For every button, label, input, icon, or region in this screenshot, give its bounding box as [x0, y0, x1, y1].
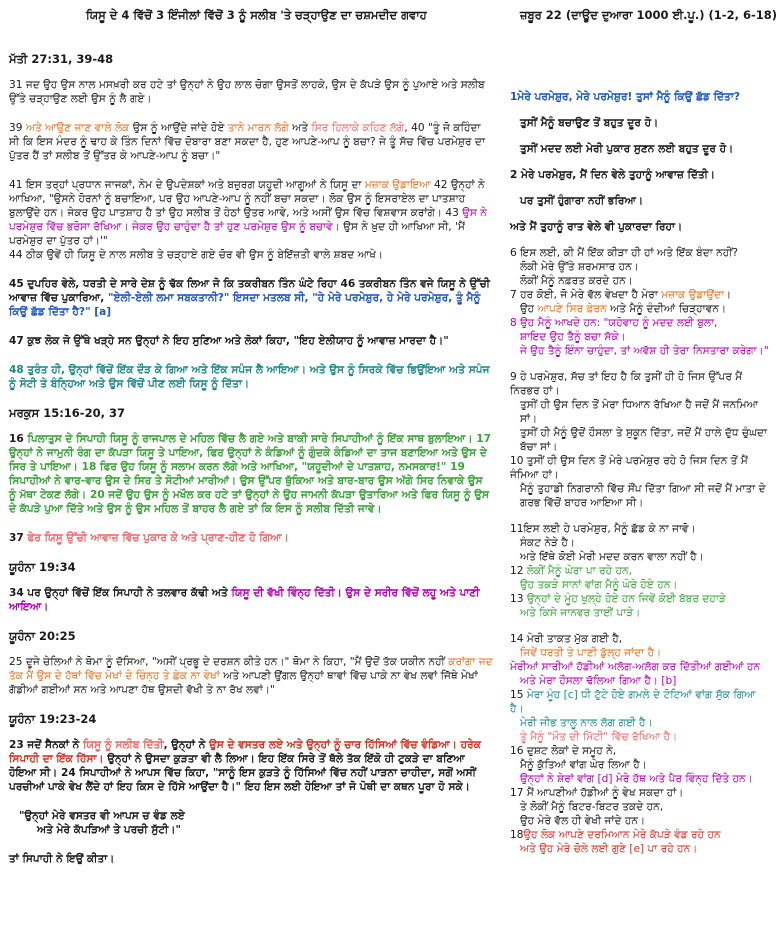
psalm-verse-16b: ਮੈਨੂੰ ਕੁੱਤਿਆਂ ਵਾਂਗ ਘੇਰ ਲਿਆ ਹੈ। [520, 759, 647, 771]
psalm-verse-7-mock: ਮਜ਼ਾਕ ਉਡਾਉਂਦਾ [661, 289, 725, 301]
mark-reference: ਮਰਕੁਸ 15:16-20, 37 [9, 406, 125, 420]
psalm-verse-10b: ਮੈਨੂੰ ਤੁਹਾਡੀ ਨਿਗਰਾਨੀ ਵਿੱਚ ਸੌਂਪ ਦਿੱਤਾ ਗਿਆ ਸੀ ਜਦੋਂ ਮੈਂ ਮਾਤਾ ਦੇ ਗਰਭ ਵਿੱਚੋਂ ਬਾਹਰ ਆਇਆ ਸੀ। [520, 483, 766, 509]
psalm-verse-15 [510, 688, 772, 716]
verse-23-number: 23 ਜਦੋਂ ਸੈਨਕਾਂ ਨੇ [9, 739, 83, 751]
psalm-verse-14b: ਜਿਵੇਂ ਧਰਤੀ ਤੇ ਪਾਣੀ ਡੁੱਲ੍ਹ ਜਾਂਦਾ ਹੈ। [520, 647, 662, 659]
psalm-verse-9b: ਤੁਸੀਂ ਹੀ ਉਸ ਦਿਨ ਤੋਂ ਮੇਰਾ ਧਿਆਨ ਰੱਖਿਆ ਹੈ ਜਦੋਂ ਮੈਂ ਜਨਮਿਆ ਸਾਂ। [520, 399, 759, 425]
footnote-a-link[interactable]: [a] [90, 306, 112, 318]
psalm-verse-16: 16 ਦੁਸ਼ਟ ਲੋਕਾਂ ਦੇ ਸਮੂਹ ਨੇ, [510, 745, 617, 757]
verse-23-24-text: ਉਨ੍ਹਾਂ ਨੇ ਉਸਦਾ ਕੁੜਤਾ ਵੀ ਲੈ ਲਿਆ। ਇਹ ਇੱਕ ਸਿਰੇ ਤੋਂ ਥੱਲੇ ਤੱਕ ਇੱਕੋ ਹੀ ਟੁਕੜੇ ਦਾ ਬਣਿਆ ਹੋਇਆ ਸੀ। 24 ਸਿਪਾਹੀਆਂ ਨੇ ਆਪਸ ਵਿੱਚ ਕਿਹਾ, "ਸਾਨੂੰ ਇਸ ਕੁੜਤੇ ਨੂੰ ਹਿੱਸਿਆਂ ਵਿੱਚ ਨਹੀਂ ਪਾੜਨਾ ਚਾਹੀਦਾ, ਸਗੋਂ ਅਸੀਂ ਪਰਚੀਆਂ ਪਾਕੇ ਵੇਖ ਲੈਂਦੇ ਹਾਂ ਇਹ ਕਿਸ ਦੇ ਹਿੱਸੇ ਆਉਂਦਾ ਹੈ।" ਇਹ ਇਸ ਲਈ ਹੋਇਆ ਤਾਂ ਜੋ ਪੋਥੀ ਦਾ ਕਥਨ ਪੂਰਾ ਹੋ ਸਕੇ। [9, 753, 476, 793]
verse-34-pierced: ਯਿਸੂ ਦੀ ਵੱਖੀ ਵਿੰਨ੍ਹ ਦਿੱਤੀ। ਉਸ ਦੇ ਸਰੀਰ ਵਿੱਚੋਂ ਲਹੂ ਅਤੇ ਪਾਣੀ ਆਇਆ। [9, 587, 480, 613]
verse-41-44 [9, 178, 493, 262]
verse-16-20-text: ਪਿਲਾਤੁਸ ਦੇ ਸਿਪਾਹੀ ਯਿਸੂ ਨੂੰ ਰਾਜਪਾਲ ਦੇ ਮਹਿਲ ਵਿੱਚ ਲੈ ਗਏ ਅਤੇ ਬਾਕੀ ਸਾਰੇ ਸਿਪਾਹੀਆਂ ਨੂੰ ਇੱਕ ਸਾਥ ਬੁਲਾਇਆ। 17 ਉਨ੍ਹਾਂ ਨੇ ਜਾਮੁਨੀ ਰੰਗ ਦਾ ਕੱਪੜਾ ਯਿਸੂ ਤੇ ਪਾਇਆ, ਫਿਰ ਉਨ੍ਹਾਂ ਨੇ ਕੰਡਿਆਂ ਨੂੰ ਗੁੰਦਕੇ ਕੰਡਿਆਂ ਦਾ ਤਾਜ ਬਣਾਇਆ ਅਤੇ ਉਸ ਦੇ ਸਿਰ ਤੇ ਪਾਇਆ। 18 ਫਿਰ ਉਹ ਯਿਸੂ ਨੂੰ ਸਲਾਮ ਕਰਨ ਲੱਗੇ ਅਤੇ ਆਖਿਆ, "ਯਹੂਦੀਆਂ ਦੇ ਪਾਤਸ਼ਾਹ, ਨਮਸਕਾਰ!" 19 ਸਿਪਾਹੀਆਂ ਨੇ ਵਾਰ-ਵਾਰ ਉਸ ਦੇ ਸਿਰ ਤੇ ਸੋਟੀਆਂ ਮਾਰੀਆਂ। ਉਸ ਉੱਪਰ ਥੁੱਕਿਆ ਅਤੇ ਬਾਰ-ਬਾਰ ਉਸ ਅੱਗੇ ਸਿਰ ਨਿਵਾਕੇ ਉਸ ਨੂੰ ਮੱਥਾ ਟੇਕਣ ਲੱਗੇ। 20 ਜਦੋਂ ਉਹ ਉਸ ਨੂੰ ਮਖੌਲ ਕਰ ਹਟੇ ਤਾਂ ਉਨ੍ਹਾਂ ਨੇ ਉਹ ਜਾਮਨੀ ਕੱਪੜਾ ਉਤਾਰਿਆ ਅਤੇ ਫਿਰ ਯਿਸੂ ਨੂੰ ਉਸ ਦੇ ਕੱਪੜੇ ਪੁਆ ਦਿੱਤੇ ਅਤੇ ਉਸ ਨੂੰ ਉਸ ਮਹਿਲ ਤੋਂ ਬਾਹਰ ਲੈ ਗਏ ਤਾਂ ਕਿ ਇਸ ਨੂੰ ਸਲੀਬ ਦਿੱਤੀ ਜਾਵੇ। [9, 433, 492, 515]
psalm-verse-2c: ਅਤੇ ਮੈਂ ਤੁਹਾਨੂੰ ਰਾਤ ਵੇਲੇ ਵੀ ਪੁਕਾਰਦਾ ਰਿਹਾ। [510, 221, 683, 233]
psalm-verse-15-number: 15 [510, 689, 527, 701]
psalm-verse-14c: ਮੇਰੀਆਂ ਸਾਰੀਆਂ ਹੱਡੀਆਂ ਅਲੱਗ-ਅਲੱਗ ਕਰ ਦਿੱਤੀਆਂ ਗਈਆਂ ਹਨ [510, 661, 761, 673]
psalm-verse-12-text: ਲੋਕੀਂ ਮੈਨੂੰ ਘੇਰਾ ਪਾ ਰਹੇ ਹਨ, [526, 565, 633, 577]
verse-48: 48 ਤੁਰੰਤ ਹੀ, ਉਨ੍ਹਾਂ ਵਿੱਚੋਂ ਇੱਕ ਦੌੜ ਕੇ ਗਿਆ ਅਤੇ ਇੱਕ ਸਪੰਜ ਲੈ ਆਇਆ। ਅਤੇ ਉਸ ਨੂੰ ਸਿਰਕੇ ਵਿੱਚ ਭਿਉਂਇਆ ਅਤੇ ਸਪੰਜ ਨੂੰ ਸੋਟੀ ਤੇ ਬੰਨ੍ਹਿਆ ਅਤੇ ਉਸ ਵਿੱਚੋਂ ਪੀਣ ਲਈ ਯਿਸੂ ਨੂੰ ਦਿੱਤਾ। [9, 364, 490, 390]
psalm-verse-15-text: ਮੇਰਾ ਮੂੰਹ [c] ਧੀ ਟੁੱਟੇ ਹੋਏ ਗਮਲੇ ਦੇ ਟੋਟਿਆਂ ਵਾਂਗ ਸੁੱਕ ਗਿਆ ਹੈ। [510, 689, 756, 715]
psalm-verse-11b: ਸੰਕਟ ਨੇੜੇ ਹੈ। [520, 537, 575, 549]
verse-23-they: , ਉਨ੍ਹਾਂ ਨੇ [163, 739, 210, 751]
psalm-verse-13 [510, 592, 772, 606]
john-19-23-reference: ਯੂਹੰਨਾ 19:23-24 [9, 712, 97, 726]
verse-40-text: , 40 "ਤੂੰ ਜੋ ਕਹਿੰਦਾ ਸੀ ਕਿ ਇਸ ਮੰਦਰ ਨੂੰ ਢਾਹ ਕੇ ਤਿੰਨ ਦਿਨਾਂ ਵਿੱਚ ਦੋਬਾਰਾ ਬਣਾ ਸਕਦਾ ਹੈ, ਹੁਣ ਆਪਣੇ-ਆਪ ਨੂੰ ਬਚਾ? ਜੇ ਤੂੰ ਸੱਚ ਵਿੱਚ ਪਰਮੇਸ਼ੁਰ ਦਾ ਪੁੱਤਰ ਹੈਂ ਤਾਂ ਸਲੀਬ ਤੋਂ ਉੱਤਰ ਕੇ ਆਪਣੇ-ਆਪ ਨੂੰ ਬਚਾ।" [9, 122, 485, 162]
psalm-verse-12 [510, 564, 772, 578]
psalm-verse-13-text: ਉਨ੍ਹਾਂ ਦੇ ਮੂੰਹ ਖੁਲ੍ਹੇ ਹੋਏ ਹਨ ਜਿਵੇਂ ਕੋਈ ਬੱਬਰ ਦਹਾੜੇ [526, 593, 726, 605]
verse-34-text: 34 ਪਰ ਉਨ੍ਹਾਂ ਵਿੱਚੋਂ ਇੱਕ ਸਿਪਾਹੀ ਨੇ ਤਲਵਾਰ ਕੱਢੀ ਅਤੇ [9, 587, 232, 599]
verse-39-passersby: ਅਤੇ ਆਉਣ ਜਾਣ ਵਾਲੇ ਲੋਕ [25, 122, 130, 134]
scripture-quote-line-2: ਅਤੇ ਮੇਰੇ ਕੱਪੜਿਆਂ ਤੇ ਪਰਚੀ ਸੁੱਟੀ।" [37, 824, 182, 836]
verse-23-24 [9, 738, 493, 794]
john-20-25-reference: ਯੂਹੰਨਾ 20:25 [9, 629, 76, 643]
verse-41-mocked: ਮਜ਼ਾਕ ਉਡਾਇਆ [364, 179, 431, 191]
verse-25-nail-marks: ਕਰਾਂਗਾ ਜਦ ਤੱਕ ਮੈਂ ਉਸ ਦੇ ਹੱਥਾਂ ਵਿੱਚ ਮੇਖਾਂ ਦੇ ਚਿੰਨ੍ਹ ਤੇ ਛੇਕ ਨਾ ਵੇਖਾਂ [9, 656, 493, 682]
verse-39-and: ਅਤੇ [288, 122, 312, 134]
psalm-verse-7b-shake: ਆਪਣੇ ਸਿਰ ਫ਼ੇਰਨ [537, 303, 607, 315]
psalm-verse-1b: ਤੁਸੀਂ ਮੈਨੂੰ ਬਚਾਉਣ ਤੋਂ ਬਹੁਤ ਦੂਰ ਹੋ। [520, 117, 659, 129]
verse-42-text: 42 ਉਨ੍ਹਾਂ ਨੇ ਆਖਿਆ, "ਉਸਨੇ ਹੋਰਨਾਂ ਨੂੰ ਬਚਾਇਆ, ਪਰ ਉਹ ਆਪਣੇ-ਆਪ ਨੂੰ ਨਹੀਂ ਬਚਾ ਸਕਦਾ। ਲੋਕ ਉਸ ਨੂੰ ਇਸਰਾਏਲ ਦਾ ਪਾਤਸ਼ਾਹ ਬੁਲਾਉਂਦੇ ਹਨ। ਜੇਕਰ ਉਹ ਪਾਤਸ਼ਾਹ ਹੈ ਤਾਂ ਉਹ ਸਲੀਬ ਤੋਂ ਹੇਠਾਂ ਉਤਰ ਆਵੇ, ਅਤੇ ਅਸੀਂ ਉਸ ਵਿੱਚ ਵਿਸ਼ਵਾਸ ਕਰਾਂਗੇ। 43 [9, 179, 485, 219]
verse-31: 31 ਜਦ ਉਹ ਉਸ ਨਾਲ ਮਸਖ਼ਰੀ ਕਰ ਹਟੇ ਤਾਂ ਉਨ੍ਹਾਂ ਨੇ ਉਹ ਲਾਲ ਚੋਗਾ ਉਸਤੋਂ ਲਾਹਕੇ, ਉਸ ਦੇ ਕੱਪੜੇ ਉਸ ਨੂੰ ਪੁਆਏ ਅਤੇ ਸਲੀਬ ਉੱਤੇ ਚੜ੍ਹਾਉਣ ਲਈ ਉਸ ਨੂੰ ਲੈ ਗਏ। [9, 79, 485, 105]
psalm-verse-12-number: 12 [510, 565, 527, 577]
psalm-verse-8b: ਸ਼ਾਇਦ ਉਹ ਤੈਨੂੰ ਬਚਾ ਸੱਕੇ। [520, 331, 626, 343]
verse-39-40 [9, 121, 493, 163]
psalm-column [510, 52, 772, 856]
verse-43-trust: ਉਸ ਨੇ ਪਰਮੇਸ਼ੁਰ ਵਿੱਚ ਭਰੋਸਾ ਰੱਖਿਆ। ਜੇਕਰ ਉਹ ਚਾਹੁੰਦਾ ਹੈ ਤਾਂ ਹੁਣ ਪਰਮੇਸ਼ੁਰ ਉਸ ਨੂੰ ਬਚਾਵੇ। [9, 207, 487, 233]
psalm-verse-11c: ਅਤੇ ਇੱਥੇ ਕੋਈ ਮੇਰੀ ਮਦਦ ਕਰਨ ਵਾਲਾ ਨਹੀਂ ਹੈ। [520, 551, 704, 563]
psalm-verse-11: 11ਇਸ ਲਈ ਹੇ ਪਰਮੇਸ਼ੁਰ, ਮੈਨੂੰ ਛੱਡ ਕੇ ਨਾ ਜਾਵੋ। [510, 523, 696, 535]
verse-43-son: ਉਸ ਨੇ ਖ਼ੁਦ ਹੀ ਆਖਿਆ ਸੀ, 'ਮੈਂ ਪਰਮੇਸ਼ੁਰ ਦਾ ਪੁੱਤਰ ਹਾਂ।'" [9, 221, 465, 247]
psalm-verse-6c: ਲੋਕੀਂ ਮੈਨੂੰ ਨਫ਼ਰਤ ਕਰਦੇ ਹਨ। [520, 275, 633, 287]
psalm-verse-2: 2 ਮੇਰੇ ਪਰਮੇਸ਼ੁਰ, ਮੈਂ ਦਿਨ ਵੇਲੇ ਤੁਹਾਨੂੰ ਆਵਾਜ਼ ਦਿੱਤੀ। [510, 169, 716, 181]
psalm-verse-7-text: 7 ਹਰ ਕੋਈ, ਜੋ ਮੇਰੇ ਵੱਲ ਵੇਖਦਾ ਹੈ ਮੇਰਾ [510, 289, 662, 301]
psalm-verse-15c: ਤੂੰ ਮੈਨੂੰ "ਮੌਤ ਦੀ ਮਿੱਟੀ" ਵਿੱਚ ਰੱਖਿਆ ਹੈ। [520, 731, 678, 743]
psalm-verse-7b-they: ਉਹ [520, 303, 538, 315]
verse-45-text: 45 ਦੁਪਹਿਰ ਵੇਲੇ, ਧਰਤੀ ਦੇ ਸਾਰੇ ਦੇਸ਼ ਨੂੰ ਢੱਕ ਲਿਆ ਜੋ ਕਿ ਤਕਰੀਬਨ ਤਿੰਨ ਘੰਟੇ ਰਿਹਾ 46 ਤਕਰੀਬਨ ਤਿੰਨ ਵਜੇ ਯਿਸੂ ਨੇ ਉੱਚੀ ਆਵਾਜ਼ ਵਿੱਚ ਪੁਕਾਰਿਆ, [9, 278, 490, 304]
psalm-verse-2b: ਪਰ ਤੁਸੀਂ ਹੁੰਗਾਰਾ ਨਹੀਂ ਭਰਿਆ। [520, 195, 644, 207]
psalm-verse-10: 10 ਤੁਸੀਂ ਹੀ ਉਸ ਦਿਨ ਤੋਂ ਮੇਰੇ ਪਰਮੇਸ਼ੁਰ ਰਹੇ ਹੋ ਜਿਸ ਦਿਨ ਤੋਂ ਮੈਂ ਜੰਮਿਆ ਹਾਂ। [510, 455, 748, 481]
psalm-verse-1: 1ਮੇਰੇ ਪਰਮੇਸ਼ੁਰ, ਮੇਰੇ ਪਰਮੇਸ਼ੁਰ! ਤੁਸਾਂ ਮੈਨੂੰ ਕਿਉਂ ਛੱਡ ਦਿੱਤਾ? [510, 91, 740, 103]
verse-39-shaking-heads: ਸਿਰ ਹਿਲਾਕੇ ਕਹਿਣ ਲੱਗੇ [311, 122, 405, 134]
john-19-34-reference: ਯੂਹੰਨਾ 19:34 [9, 560, 76, 574]
verse-37-number: 37 [9, 532, 28, 544]
verse-39-number: 39 [9, 122, 26, 134]
verse-34 [9, 586, 493, 614]
psalm-verse-7 [510, 288, 772, 302]
psalm-verse-13b: ਅਤੇ ਕਿਸੇ ਜਾਨਵਰ ਤਾਈਂ ਪਾੜੇ। [520, 607, 641, 619]
left-header-title: ਯਿਸੂ ਦੇ 4 ਵਿੱਚੋਂ 3 ਇੰਜੀਲਾਂ ਵਿੱਚੋਂ 3 ਨੂੰ ਸਲੀਬ 'ਤੇ ਚੜ੍ਹਾਉਣ ਦਾ ਚਸ਼ਮਦੀਦ ਗਵਾਹ [86, 8, 427, 22]
psalm-verse-17c: ਉਹ ਮੇਰੇ ਵੱਲ ਹੀ ਵੇਖੀ ਜਾਂਦੇ ਹਨ। [520, 815, 646, 827]
psalm-verse-1c: ਤੁਸੀਂ ਮਦਦ ਲਈ ਮੇਰੀ ਪੁਕਾਰ ਸੁਣਨ ਲਈ ਬਹੁਤ ਦੂਰ ਹੋ। [520, 143, 734, 155]
psalm-verse-7b [510, 302, 772, 316]
verse-25-rest: ਅਤੇ ਆਪਣੀ ਉਂਗਲ ਉਨ੍ਹਾਂ ਥਾਵਾਂ ਵਿੱਚ ਪਾਕੇ ਨਾ ਵੇਖ ਲਵਾਂ ਜਿੱਥੇ ਮੇਖਾਂ ਗੱਡੀਆਂ ਗਈਆਂ ਸਨ ਅਤੇ ਆਪਣਾ ਹੱਥ ਉਸਦੀ ਵੱਖੀ ਤੇ ਨਾ ਰੱਖ ਲਵਾਂ।" [9, 670, 478, 696]
psalm-verse-7-end: । [724, 289, 732, 301]
matthew-reference: ਮੱਤੀ 27:31, 39-48 [9, 52, 114, 66]
verse-46-cry: "ਏਲੀ-ਏਲੀ ਲਮਾ ਸਬਕਤਾਨੀ?" ਇਸਦਾ ਮਤਲਬ ਸੀ, "ਹੇ ਮੇਰੇ ਪਰਮੇਸ਼ੁਰ, ਹੇ ਮੇਰੇ ਪਰਮੇਸ਼ੁਰ, ਤੂੰ ਮੈਨੂੰ ਕਿਉਂ ਛੱਡ ਦਿੱਤਾ ਹੈ?" [9, 292, 481, 318]
verse-16-number: 16 [9, 433, 28, 445]
verse-25-text: 25 ਦੂਜੇ ਚੇਲਿਆਂ ਨੇ ਥੋਮਾ ਨੂੰ ਦੱਸਿਆ, "ਅਸੀਂ ਪ੍ਰਭੂ ਦੇ ਦਰਸ਼ਨ ਕੀਤੇ ਹਨ।" ਥੋਮਾ ਨੇ ਕਿਹਾ, "ਮੈਂ ਉਦੋਂ ਤੱਕ ਯਕੀਨ ਨਹੀਂ [9, 656, 449, 668]
verse-39-text: ਉਸ ਨੂੰ ਆਉਂਦੇ ਜਾਂਦੇ ਹੋਏ [129, 122, 228, 134]
psalm-verse-15b: ਮੇਰੀ ਜੀਭ ਤਾਲੂ ਨਾਲ ਲੱਗ ਗਈ ਹੈ। [520, 717, 653, 729]
verse-41-text: 41 ਇਸ ਤਰ੍ਹਾਂ ਪ੍ਰਧਾਨ ਜਾਜਕਾਂ, ਨੇਮ ਦੇ ਉਪਦੇਸ਼ਕਾਂ ਅਤੇ ਬਜ਼ੁਰਗ ਯਹੂਦੀ ਆਗੂਆਂ ਨੇ ਯਿਸੂ ਦਾ [9, 179, 365, 191]
verse-16-20 [9, 432, 493, 516]
verse-44-text: 44 ਠੀਕ ਉਵੇਂ ਹੀ ਯਿਸੂ ਦੇ ਨਾਲ ਸਲੀਬ ਤੇ ਚੜ੍ਹਾਏ ਗਏ ਚੋਰ ਵੀ ਉਸ ਨੂੰ ਬੇਇੱਜ਼ਤੀ ਵਾਲੇ ਸ਼ਬਦ ਆਖੇ। [9, 249, 384, 261]
psalm-verse-13-number: 13 [510, 593, 527, 605]
psalm-verse-12b: ਉਹ ਤਕੜੇ ਸਾਨਾਂ ਵਾਂਗ ਮੈਨੂੰ ਘੇਰੇ ਹੋਏ ਹਨ। [520, 579, 678, 591]
closing-line: ਤਾਂ ਸਿਪਾਹੀ ਨੇ ਇਉਂ ਕੀਤਾ। [9, 853, 115, 865]
psalm-verse-17: 17 ਮੈਂ ਆਪਣੀਆਂ ਹੱਡੀਆਂ ਨੂੰ ਵੇਖ ਸਕਦਾ ਹਾਂ। [510, 787, 684, 799]
verse-45-46 [9, 277, 493, 319]
scripture-quote-line-1: "ਉਨ੍ਹਾਂ ਮੇਰੇ ਵਸਤਰ ਵੀ ਆਪਸ ਚ ਵੰਡ ਲਏ [19, 810, 185, 822]
verse-37 [9, 531, 493, 545]
verse-25 [9, 655, 493, 697]
verse-37-text: ਫੇਰ ਯਿਸੂ ਉੱਚੀ ਆਵਾਜ਼ ਵਿੱਚ ਪੁਕਾਰ ਕੇ ਅਤੇ ਪ੍ਰਾਣ-ਹੀਣ ਹੋ ਗਿਆ। [27, 532, 289, 544]
psalm-verse-14d: ਅਤੇ ਮੇਰਾ ਹੌਸਲਾ ਢੱਲਿਆ ਗਿਆ ਹੈ। [b] [520, 675, 677, 687]
psalm-verse-8c: ਜੇ ਉਹ ਤੈਨੂੰ ਇੰਨਾ ਚਾਹੁੰਦਾ, ਤਾਂ ਅਵੱਸ਼ ਹੀ ਤੇਰਾ ਨਿਸਤਾਰਾ ਕਰੇਗਾ।" [520, 345, 769, 357]
psalm-verse-18-text: ਉਹ ਲੋਕ ਆਪਣੇ ਦਰਮਿਆਨ ਮੇਰੇ ਕੱਪੜੇ ਵੰਡ ਰਹੇ ਹਨ [523, 829, 721, 841]
psalm-verse-18b: ਅਤੇ ਉਹ ਮੇਰੇ ਚੋਲੇ ਲਈ ਗੁਣੇ [e] ਪਾ ਰਹੇ ਹਨ। [520, 843, 698, 855]
psalm-verse-9c: ਤੁਸੀਂ ਹੀ ਮੈਨੂੰ ਉਦੋਂ ਹੌਸਲਾ ਤੇ ਸੁਕੂਨ ਦਿੱਤਾ, ਜਦੋਂ ਮੈਂ ਹਾਲੇ ਦੁੱਧ ਚੁੰਘਦਾ ਬੱਚਾ ਸਾਂ। [520, 427, 768, 453]
gospel-column [9, 52, 493, 881]
psalm-verse-9: 9 ਹੇ ਪਰਮੇਸ਼ੁਰ, ਸੱਚ ਤਾਂ ਇਹ ਹੈ ਕਿ ਤੁਸੀਂ ਹੀ ਹੋ ਜਿਸ ਉੱਪਰ ਮੈਂ ਨਿਰਭਰ ਹਾਂ। [510, 371, 743, 397]
verse-39-insult: ਤਾਨੇ ਮਾਰਨ ਲੱਗੇ [227, 122, 289, 134]
psalm-verse-18-number: 18 [510, 829, 524, 841]
right-header-title: ਜ਼ਬੂਰ 22 (ਦਾਊਦ ਦੁਆਰਾ 1000 ਈ.ਪੂ.) (1-2, 6-18) [520, 8, 777, 22]
verse-23-divided-garments: ਉਸ ਦੇ ਵਸਤਰ ਲਏ ਅਤੇ ਉਨ੍ਹਾਂ ਨੂੰ ਚਾਰ ਹਿੱਸਿਆਂ ਵਿੱਚ ਵੰਡਿਆ। ਹਰੇਕ ਸਿਪਾਹੀ ਦਾ ਇੱਕ ਹਿੱਸਾ। [9, 739, 481, 765]
psalm-verse-6: 6 ਇਸ ਲਈ, ਕੀ ਮੈਂ ਇੱਕ ਕੀੜਾ ਹੀ ਹਾਂ ਅਤੇ ਇੱਕ ਬੰਦਾ ਨਹੀਂ? [510, 247, 739, 259]
psalm-verse-7b-rest: ਅਤੇ ਮੈਨੂੰ ਦੰਦੀਆਂ ਚਿੜ੍ਹਾਵਨ। [606, 303, 727, 315]
psalm-verse-14: 14 ਮੇਰੀ ਤਾਕਤ ਮੁੱਕ ਗਈ ਹੈ, [510, 633, 623, 645]
verse-23-crucified: ਯਿਸੂ ਨੂੰ ਸਲੀਬ ਦਿੱਤੀ [82, 739, 164, 751]
psalm-verse-17b: ਤੇ ਲੋਕੀਂ ਮੈਨੂੰ ਬਿਟਰ-ਬਿਟਰ ਤਕਦੇ ਹਨ, [520, 801, 664, 813]
psalm-verse-8: 8 ਉਹ ਮੈਨੂੰ ਆਖਦੇ ਹਨ: "ਯਹੋਵਾਹ ਨੂੰ ਮਦਦ ਲਈ ਬੁਲਾ, [510, 317, 718, 329]
psalm-verse-18 [510, 828, 772, 842]
verse-47: 47 ਕੁਝ ਲੋਕ ਜੋ ਉੱਥੇ ਖੜ੍ਹੇ ਸਨ ਉਨ੍ਹਾਂ ਨੇ ਇਹ ਸੁਣਿਆ ਅਤੇ ਲੋਕਾਂ ਕਿਹਾ, "ਇਹ ਏਲੀਯਾਹ ਨੂੰ ਆਵਾਜ਼ ਮਾਰਦਾ ਹੈ।" [9, 335, 449, 347]
psalm-verse-16c: ਉਨ੍ਹਾਂ ਨੇ ਸ਼ੇਰਾਂ ਵਾਂਗ [d] ਮੇਰੇ ਹੱਥ ਅਤੇ ਪੈਰ ਵਿੰਨ੍ਹ ਦਿੱਤੇ ਹਨ। [520, 773, 753, 785]
psalm-verse-6b: ਲੋਕੀ ਮੇਰੇ ਉੱਤੇ ਸ਼ਰਮਸਾਰ ਹਨ। [520, 261, 639, 273]
